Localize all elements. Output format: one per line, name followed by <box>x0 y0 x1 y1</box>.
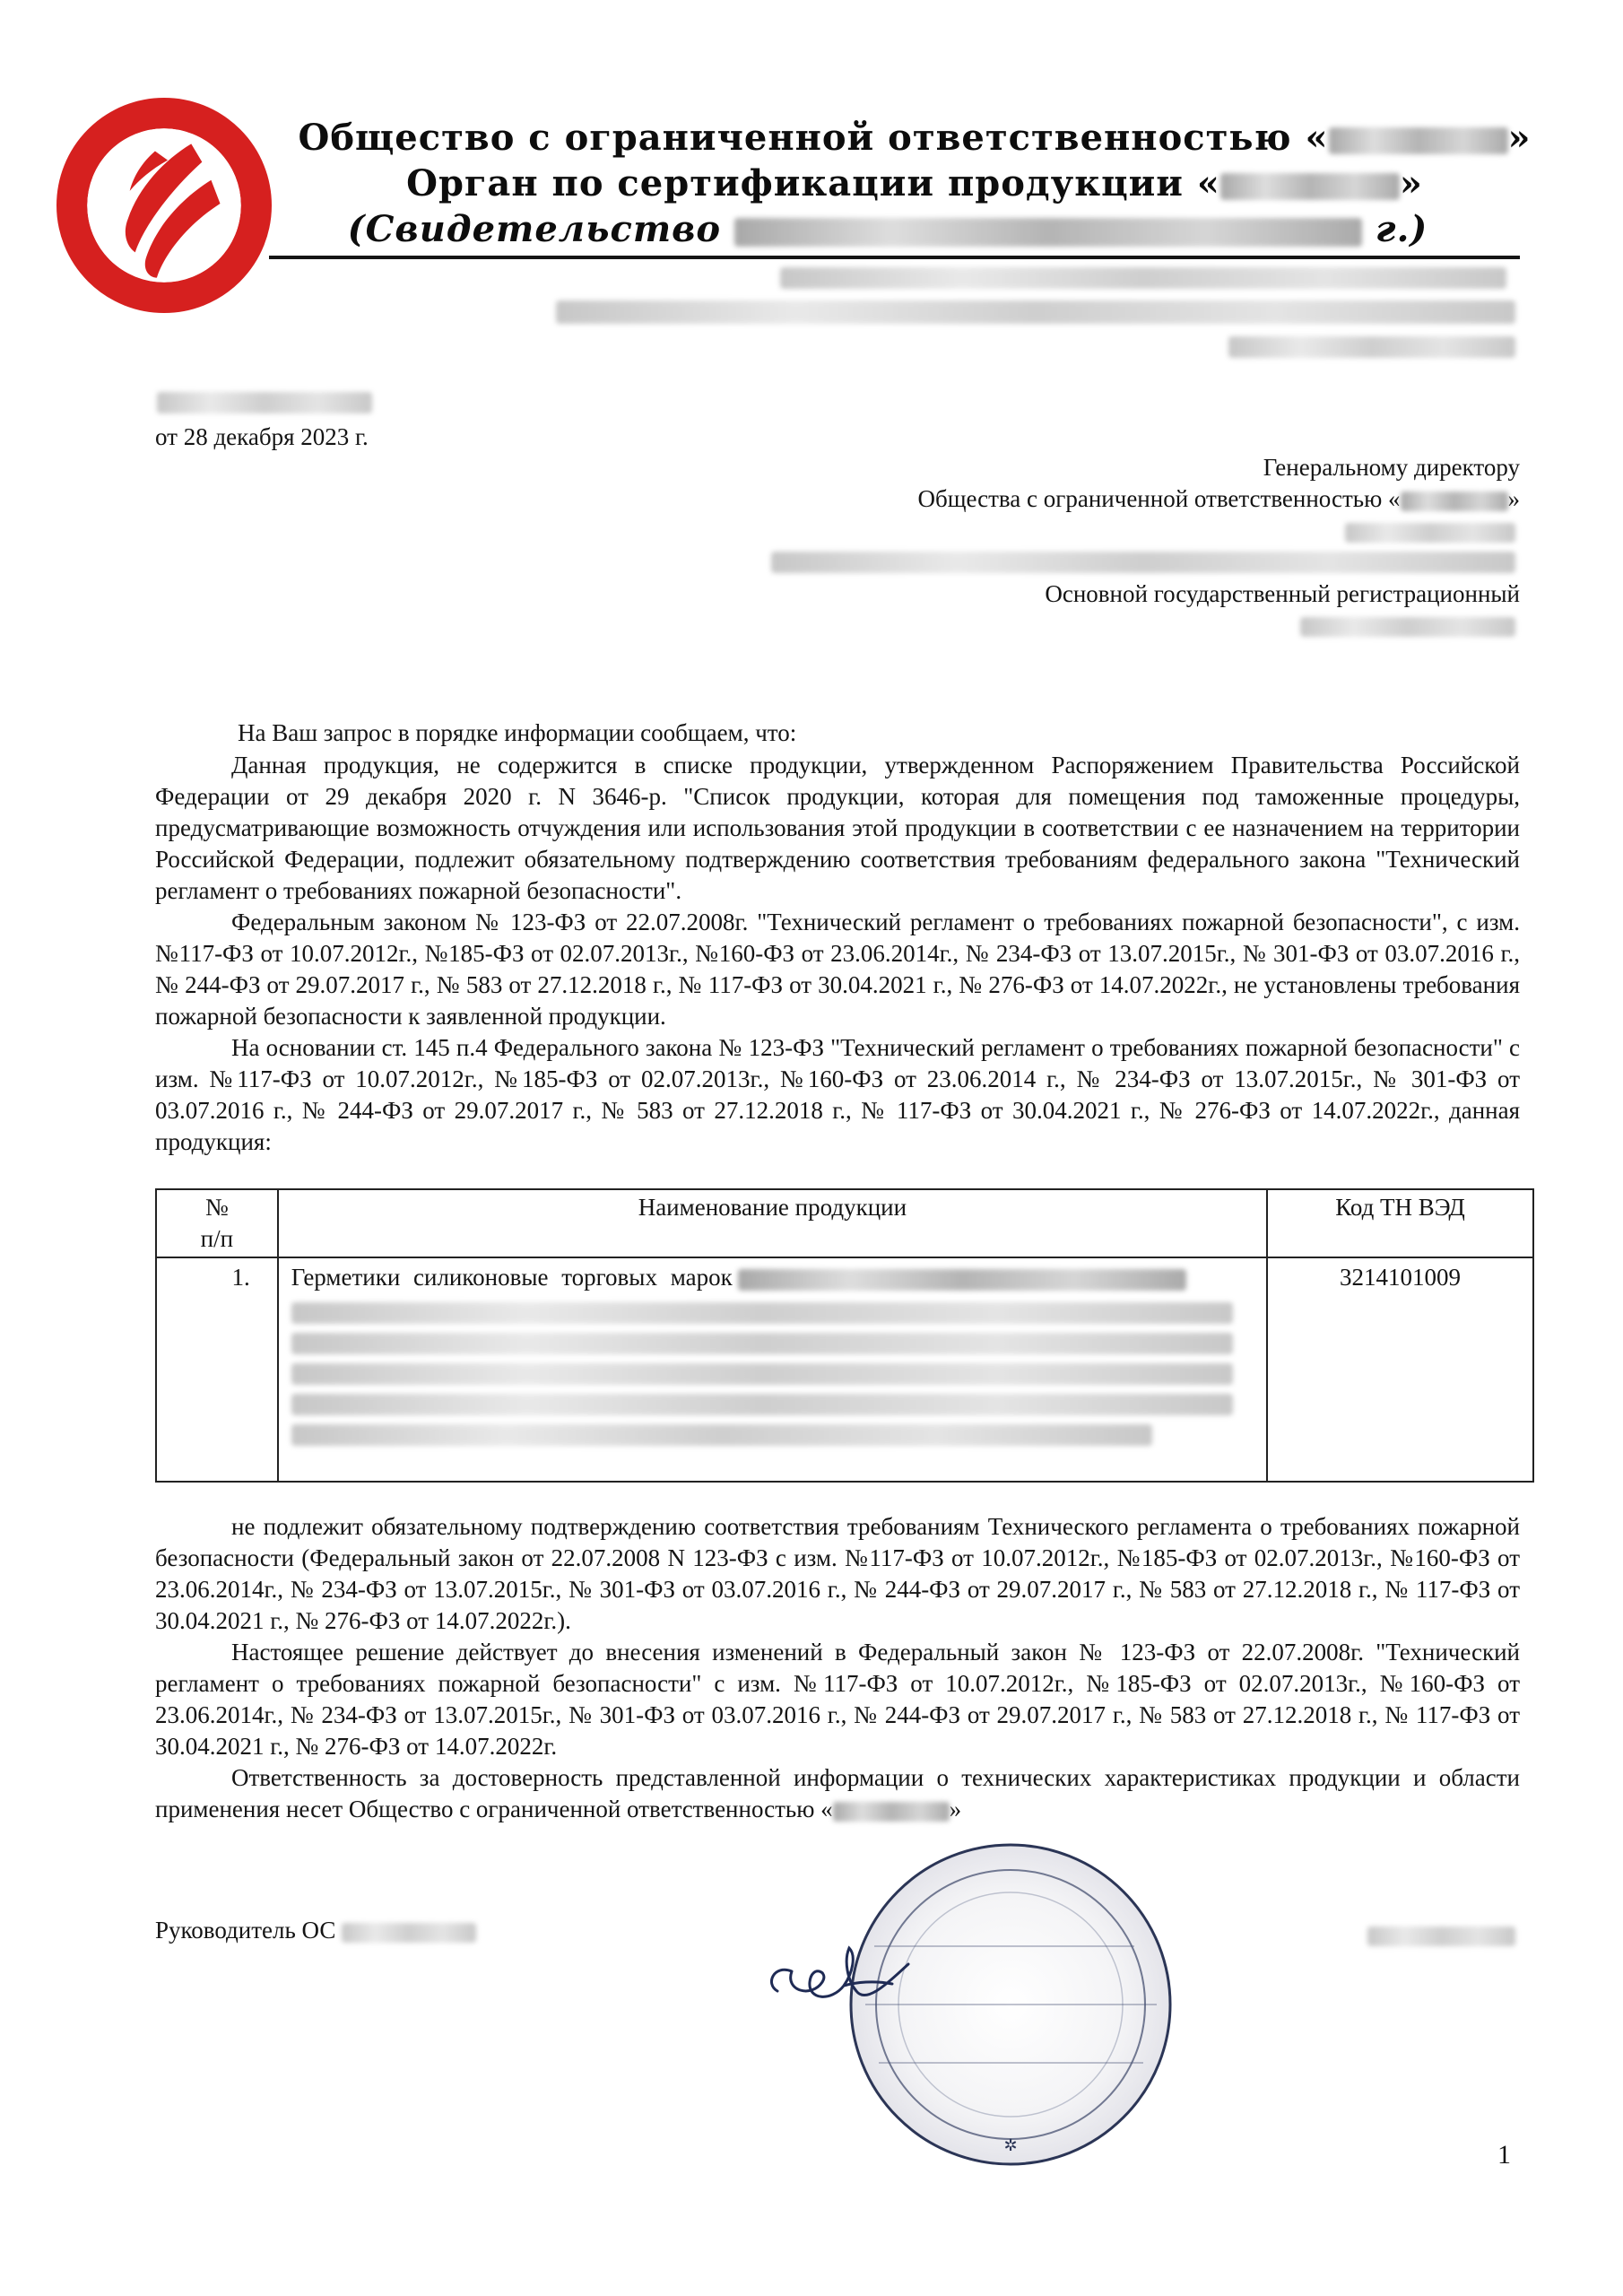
row-num: 1. <box>156 1257 278 1482</box>
redacted-signatory-org <box>342 1923 476 1943</box>
company-logo <box>56 97 273 314</box>
redacted-brands-5 <box>291 1394 1233 1415</box>
redacted-brands-4 <box>291 1363 1233 1385</box>
redacted-org-name <box>1329 127 1508 154</box>
paragraph-6-quote-close: » <box>949 1796 962 1822</box>
row-name-text: Герметики силиконовые торговых марок <box>291 1264 733 1291</box>
addressee-org <box>917 483 1520 515</box>
redacted-brands-3 <box>291 1333 1233 1354</box>
redacted-certificate-number <box>734 218 1362 247</box>
org-name-text: Общество с ограниченной ответственностью « <box>298 117 1329 159</box>
intro-text: На Ваш запрос в порядке информации сообщаем, что: <box>238 719 797 746</box>
org-name-line <box>296 117 1533 159</box>
redacted-outgoing-number <box>157 392 372 413</box>
header-num: № п/п <box>156 1189 278 1257</box>
redacted-brands-1 <box>738 1269 1186 1291</box>
redacted-addressee-address <box>771 552 1515 573</box>
table-row <box>156 1257 1533 1482</box>
letter-date: от 28 декабря 2023 г. <box>155 423 369 450</box>
cert-body-quote-close: » <box>1399 162 1423 204</box>
signatory-title <box>155 1915 476 1946</box>
page-number: 1 <box>1497 2140 1511 2170</box>
signature <box>758 1928 928 2027</box>
svg-text:✲: ✲ <box>1003 2136 1018 2155</box>
addressee-org-quote-close: » <box>1507 485 1520 512</box>
redacted-addressee-org <box>1401 491 1508 511</box>
addressee-ogrn-label: Основной государственный регистрационный <box>1045 580 1520 607</box>
product-table <box>155 1188 1534 1483</box>
row-code: 3214101009 <box>1267 1257 1533 1482</box>
table-header-row <box>156 1189 1533 1257</box>
paragraph-6-text: Ответственность за достоверность представленной информации о технических характеристиках продукции и области применения несет Общество с ограниченной ответственностью « <box>155 1764 1520 1822</box>
redacted-addressee-city <box>1345 523 1515 543</box>
certificate-line <box>269 208 1506 250</box>
paragraph-1: Данная продукция, не содержится в списке продукции, утвержденном Распоряжением Правительства Российской Федерации от 29 декабря 2020 г. N 3646-р. "Список продукции, которая для помещения под таможенные процедуры, предусматривающие возможность отчуждения или использования этой продукции в соответствии с ее назначением на территории Российской Федерации, подлежит обязательному подтверждению соответствия требованиям федерального закона "Технический регламент о требованиях пожарной безопасности". <box>155 752 1520 904</box>
paragraph-3: На основании ст. 145 п.4 Федерального закона № 123-ФЗ "Технический регламент о требованиях пожарной безопасности" с изм. №117-ФЗ от 10.07.2012г., №185-ФЗ от 02.07.2013г., №160-ФЗ от 23.06.2014 г., № 234-ФЗ от 13.07.2015г., № 301-ФЗ от 03.07.2016 г., № 244-ФЗ от 29.07.2017 г., № 583 от 27.12.2018 г., № 117-ФЗ от 30.04.2021 г., № 276-ФЗ от 14.07.2022г., данная продукция: <box>155 1034 1520 1155</box>
signatory-text: Руководитель ОС <box>155 1917 336 1944</box>
addressee-title: Генеральному директору <box>1263 454 1520 481</box>
header-rule <box>269 256 1520 259</box>
org-name-quote-close: » <box>1507 117 1532 159</box>
cert-body-line <box>296 162 1533 204</box>
header-code: Код ТН ВЭД <box>1267 1189 1533 1257</box>
redacted-ogrn <box>1300 617 1515 637</box>
paragraph-4: не подлежит обязательному подтверждению соответствия требованиям Технического регламента о требованиях пожарной безопасности (Федеральный закон от 22.07.2008 N 123-ФЗ с изм. №117-ФЗ от 10.07.2012г., №185-ФЗ от 02.07.2013г., №160-ФЗ от 23.06.2014г., № 234-ФЗ от 13.07.2015г., № 301-ФЗ от 03.07.2016 г., № 244-ФЗ от 29.07.2017 г., № 583 от 27.12.2018 г., № 117-ФЗ от 30.04.2021 г., № 276-ФЗ от 14.07.2022г.). <box>155 1513 1520 1634</box>
header-name: Наименование продукции <box>278 1189 1267 1257</box>
row-name <box>278 1257 1267 1482</box>
redacted-brands-2 <box>291 1302 1233 1324</box>
certificate-end: г.) <box>1375 208 1428 250</box>
paragraph-5: Настоящее решение действует до внесения изменений в Федеральный закон № 123-ФЗ от 22.07.2008г. "Технический регламент о требованиях пожарной безопасности" с изм. №117-ФЗ от 10.07.2012г., №185-ФЗ от 02.07.2013г., №160-ФЗ от 23.06.2014г., № 234-ФЗ от 13.07.2015г., № 301-ФЗ от 03.07.2016 г., № 244-ФЗ от 29.07.2017 г., № 583 от 27.12.2018 г., № 117-ФЗ от 30.04.2021 г., № 276-ФЗ от 14.07.2022г. <box>155 1639 1520 1760</box>
redacted-address-3 <box>1228 336 1515 358</box>
paragraph-2: Федеральным законом № 123-ФЗ от 22.07.2008г. "Технический регламент о требованиях пожарной безопасности", с изм. №117-ФЗ от 10.07.2012г., №185-ФЗ от 02.07.2013г., №160-ФЗ от 23.06.2014г., № 234-ФЗ от 13.07.2015г., № 301-ФЗ от 03.07.2016 г., № 244-ФЗ от 29.07.2017 г., № 583 от 27.12.2018 г., № 117-ФЗ от 30.04.2021 г., № 276-ФЗ от 14.07.2022г., не установлены требования пожарной безопасности к заявленной продукции. <box>155 909 1520 1030</box>
redacted-brands-6 <box>291 1424 1152 1446</box>
addressee-org-text: Общества с ограниченной ответственностью « <box>917 485 1401 512</box>
redacted-signatory-name <box>1367 1926 1515 1946</box>
redacted-cert-body <box>1220 173 1400 200</box>
redacted-address-2 <box>556 300 1515 324</box>
cert-body-text: Орган по сертификации продукции « <box>406 162 1220 204</box>
redacted-address-1 <box>780 267 1506 289</box>
certificate-text: (Свидетельство <box>347 208 722 250</box>
